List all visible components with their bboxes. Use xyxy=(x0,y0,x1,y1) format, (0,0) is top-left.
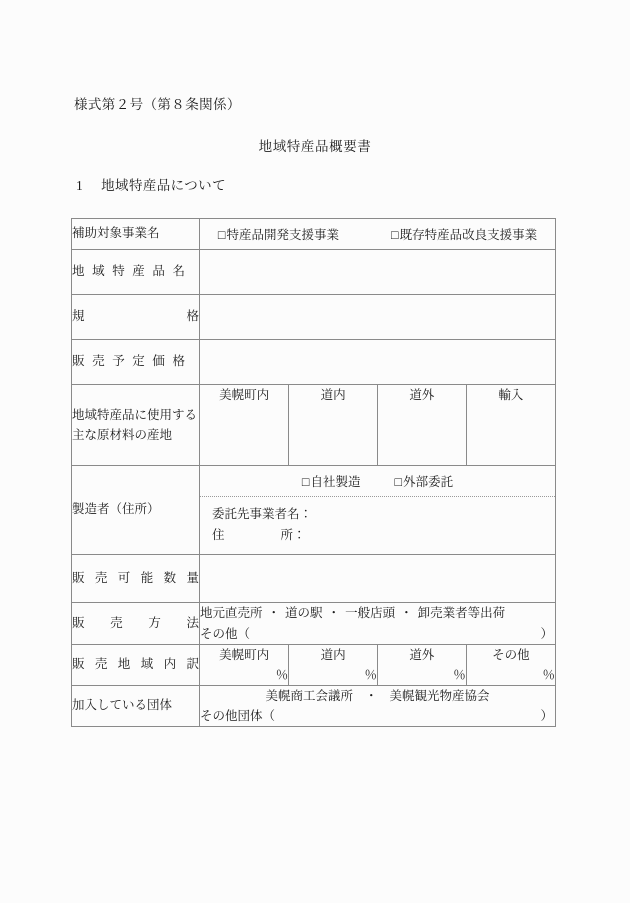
label-manufacturer: 製造者（住所） xyxy=(72,466,200,555)
section-number: 1 xyxy=(76,178,84,193)
checkbox-option-outsourced[interactable] xyxy=(395,472,454,490)
table-row-manufacturer xyxy=(72,466,556,555)
field-sales-area-other[interactable] xyxy=(466,663,555,685)
sales-method-option-retail-store[interactable]: 一般店頭 xyxy=(345,606,396,621)
section-title: 地域特産品について xyxy=(101,178,226,193)
separator-dot: ・ xyxy=(400,606,413,621)
column-header-local: 美幌町内 xyxy=(200,645,289,663)
table-row-material-origin xyxy=(72,385,556,466)
column-header-inside-hokkaido: 道内 xyxy=(289,645,378,663)
checkbox-option-new-product[interactable] xyxy=(218,225,339,243)
unit-percent: ％ xyxy=(364,667,377,682)
label-spec: 規格 xyxy=(72,295,200,340)
label-planned-price: 販売予定価格 xyxy=(72,340,200,385)
member-orgs-other-label: その他団体（ xyxy=(200,709,276,723)
column-header-local: 美幌町内 xyxy=(200,385,289,403)
sales-method-other-close: ） xyxy=(540,626,553,641)
field-sales-area-outside-hokkaido[interactable] xyxy=(378,663,467,685)
checkbox-option-improve-product-label: 既存特産品改良支援事業 xyxy=(399,228,538,242)
member-orgs-other-close: ） xyxy=(540,709,553,723)
column-header-other: その他 xyxy=(466,645,555,663)
cell-sales-method xyxy=(200,603,556,645)
sales-method-option-wholesale[interactable]: 卸売業者等出荷 xyxy=(417,606,506,621)
table-row-available-quantity xyxy=(72,555,556,603)
cell-manufacturer xyxy=(200,466,556,555)
member-orgs-other-line xyxy=(200,706,555,726)
label-material-origin: 地域特産品に使用する主な原材料の産地 xyxy=(72,385,200,466)
page-title: 地域特産品概要書 xyxy=(258,139,372,154)
checkbox-icon: □ xyxy=(394,475,403,489)
sales-area-header-row xyxy=(200,645,555,663)
field-origin-local[interactable] xyxy=(200,403,289,465)
contractor-name-label: 委託先事業者名： xyxy=(212,507,313,521)
column-header-outside-hokkaido: 道外 xyxy=(378,385,467,403)
table-row-subsidy-target xyxy=(72,219,556,250)
cell-member-orgs xyxy=(200,685,556,727)
sales-area-subtable xyxy=(200,645,555,685)
unit-percent: ％ xyxy=(275,667,289,682)
sales-area-value-row xyxy=(200,663,555,685)
checkbox-icon: □ xyxy=(217,228,226,242)
subsidy-option-group xyxy=(200,219,555,249)
cell-sales-area xyxy=(200,644,556,685)
field-origin-imported[interactable] xyxy=(466,403,555,465)
manufacturer-details xyxy=(200,496,555,554)
member-org-chamber-of-commerce[interactable]: 美幌商工会議所 xyxy=(265,688,353,703)
label-product-name: 地域特産品名 xyxy=(72,250,200,295)
sales-method-other-label: その他（ xyxy=(200,626,251,641)
checkbox-icon: □ xyxy=(391,228,399,242)
label-sales-area: 販売地域内訳 xyxy=(72,644,200,685)
section-heading xyxy=(76,174,226,194)
checkbox-option-improve-product[interactable] xyxy=(391,225,537,243)
sales-method-option-local-shop[interactable]: 地元直売所 xyxy=(200,606,263,621)
column-header-inside-hokkaido: 道内 xyxy=(289,385,378,403)
member-orgs-options xyxy=(200,686,555,706)
table-row-sales-area xyxy=(72,644,556,685)
separator-dot: ・ xyxy=(267,606,281,621)
separator-dot: ・ xyxy=(327,606,341,621)
checkbox-option-in-house-label: 自社製造 xyxy=(310,475,361,489)
field-available-quantity[interactable] xyxy=(200,555,556,603)
field-spec[interactable] xyxy=(200,295,556,340)
checkbox-icon: □ xyxy=(301,475,310,489)
separator-dot: ・ xyxy=(364,688,378,703)
table-row-member-orgs xyxy=(72,685,556,727)
field-product-name[interactable] xyxy=(200,250,556,295)
material-origin-subtable xyxy=(200,385,555,465)
table-row-product-name xyxy=(72,250,556,295)
sales-method-options xyxy=(200,603,555,623)
label-available-quantity: 販売可能数量 xyxy=(72,555,200,603)
field-origin-outside-hokkaido[interactable] xyxy=(378,403,467,465)
contractor-name-line xyxy=(212,504,555,525)
sales-method-option-roadside-station[interactable]: 道の駅 xyxy=(285,606,323,621)
manufacturer-option-group xyxy=(200,466,555,496)
cell-material-origin xyxy=(200,385,556,466)
column-header-imported: 輸入 xyxy=(466,385,555,403)
form-number: 様式第２号（第８条関係） xyxy=(74,97,241,112)
label-member-orgs: 加入している団体 xyxy=(72,685,200,727)
table-row-sales-method xyxy=(72,603,556,645)
sales-method-other-line xyxy=(200,624,555,644)
field-sales-area-local[interactable] xyxy=(200,663,289,685)
unit-percent: ％ xyxy=(453,667,466,682)
field-sales-area-inside-hokkaido[interactable] xyxy=(289,663,378,685)
table-row-spec xyxy=(72,295,556,340)
checkbox-option-in-house[interactable] xyxy=(302,472,361,490)
product-summary-table xyxy=(71,218,556,727)
checkbox-option-new-product-label: 特産品開発支援事業 xyxy=(226,228,339,242)
cell-subsidy-target-options xyxy=(200,219,556,250)
unit-percent: ％ xyxy=(542,667,555,682)
material-origin-value-row xyxy=(200,403,555,465)
address-label-part2: 所： xyxy=(280,527,306,542)
address-label-part1: 住 xyxy=(212,527,225,542)
contractor-address-line xyxy=(212,525,555,546)
member-org-tourism-association[interactable]: 美幌観光物産協会 xyxy=(389,688,490,703)
field-origin-inside-hokkaido[interactable] xyxy=(289,403,378,465)
table-row-planned-price xyxy=(72,340,556,385)
checkbox-option-outsourced-label: 外部委託 xyxy=(403,475,454,489)
label-subsidy-target: 補助対象事業名 xyxy=(72,219,200,250)
column-header-outside-hokkaido: 道外 xyxy=(378,645,467,663)
field-planned-price[interactable] xyxy=(200,340,556,385)
material-origin-header-row xyxy=(200,385,555,403)
label-sales-method: 販売方法 xyxy=(72,603,200,645)
